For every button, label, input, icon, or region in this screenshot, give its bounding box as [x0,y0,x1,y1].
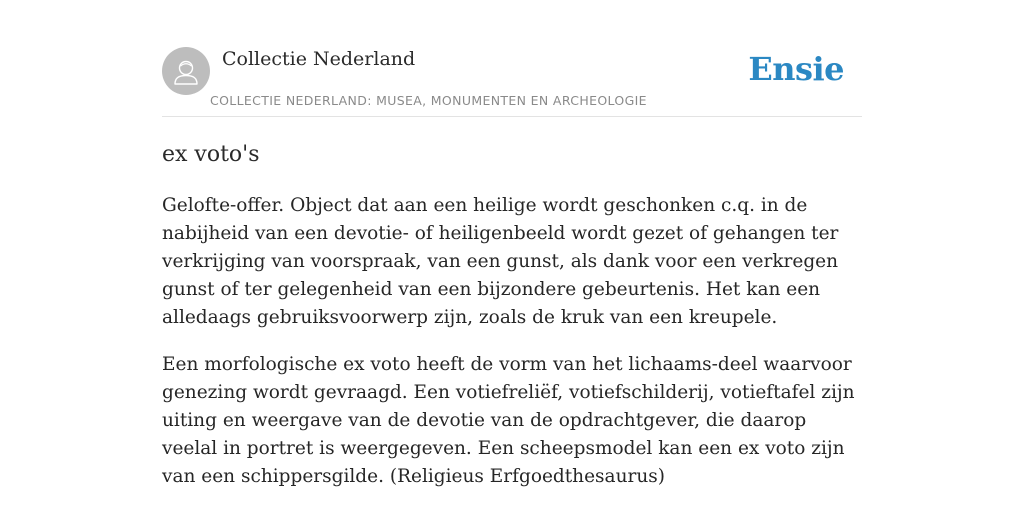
user-icon [162,47,210,95]
article-title: ex voto's [162,142,260,167]
page-header [162,44,862,117]
collection-link[interactable]: COLLECTIE NEDERLAND: MUSEA, MONUMENTEN EN ARCHEOLOGIE [210,93,647,108]
article-paragraph: Een morfologische ex voto heeft de vorm van het lichaams-deel waarvoor genezing wordt gevraagd. Een votiefreliëf, votiefschilderij, votieftafel zijn uiting en weergave van de devotie van de opdrachtgever, die daarop veelal in portret is weergegeven. Een scheepsmodel kan een ex voto zijn van een schippersgilde. (Religieus Erfgoedthesaurus) [162,354,855,487]
article-paragraph: Gelofte-offer. Object dat aan een heilige wordt geschonken c.q. in de nabijheid van een devotie- of heiligenbeeld wordt gezet of gehangen ter verkrijging van voorspraak, van een gunst, als dank voor een verkregen gunst of ter gelegenheid van een bijzondere gebeurtenis. Het kan een alledaags gebruiksvoorwerp zijn, zoals de kruk van een kreupele. [162,195,839,328]
author-avatar[interactable] [162,47,210,95]
author-name-link[interactable]: Collectie Nederland [222,48,416,70]
ensie-logo[interactable]: Ensie [748,50,844,88]
